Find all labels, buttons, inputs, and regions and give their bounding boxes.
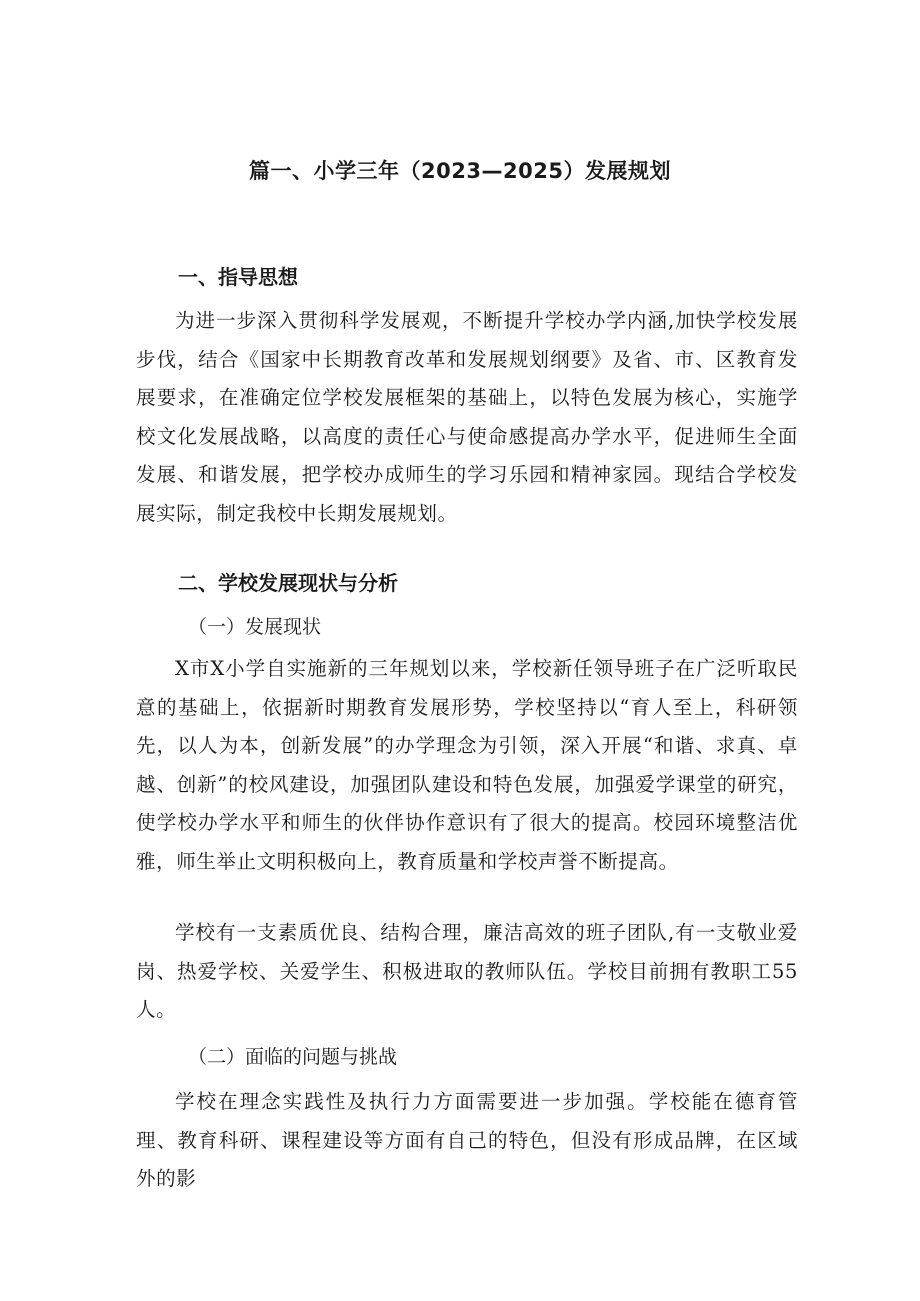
paragraph-problems-challenges: 学校在理念实践性及执行力方面需要进一步加强。学校能在德育管理、教育科研、课程建设等方面有自己的特色，但没有形成品牌，在区域外的影 (136, 1090, 798, 1190)
paragraph-staff: 学校有一支素质优良、结构合理，廉洁高效的班子团队,有一支敬业爱岗、热爱学校、关爱学生、积极进取的教师队伍。学校目前拥有教职工55人。 (136, 921, 798, 1021)
section-heading-current-status: 二、学校发展现状与分析 (178, 571, 398, 595)
subsection-heading-development-status: （一）发展现状 (188, 616, 322, 638)
paragraph-guiding-ideology: 为进一步深入贯彻科学发展观，不断提升学校办学内涵,加快学校发展步伐，结合《国家中长期教育改革和发展规划纲要》及省、市、区教育发展要求，在准确定位学校发展框架的基础上，以特色发展为核心，实施学校文化发展战略，以高度的责任心与使命感提高办学水平，促进师生全面发展、和谐发展，把学校办成师生的学习乐园和精神家园。现结合学校发展实际，制定我校中长期发展规划。 (136, 309, 798, 525)
subsection-heading-problems-challenges: （二）面临的问题与挑战 (188, 1046, 398, 1068)
section-heading-guiding-ideology: 一、指导思想 (178, 265, 298, 289)
document-title: 篇一、小学三年（2023—2025）发展规划 (249, 159, 671, 183)
paragraph-development-status: X市X小学自实施新的三年规划以来，学校新任领导班子在广泛听取民意的基础上，依据新时期教育发展形势，学校坚持以“育人至上，科研领先，以人为本，创新发展”的办学理念为引领，深入开展“和谐、求真、卓越、创新”的校风建设，加强团队建设和特色发展，加强爱学课堂的研究，使学校办学水平和师生的伙伴协作意识有了很大的提高。校园环境整洁优雅，师生举止文明积极向上，教育质量和学校声誉不断提高。 (136, 657, 798, 873)
